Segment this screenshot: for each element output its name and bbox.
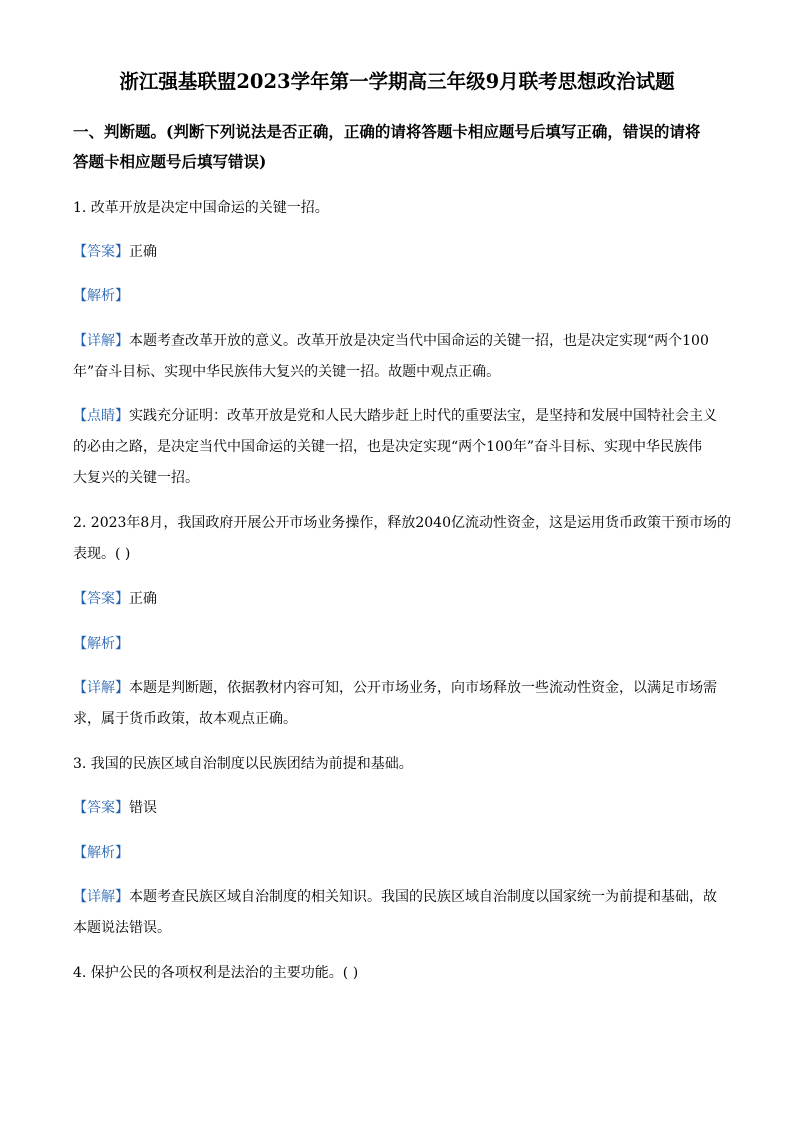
question-1-detail-line-1 [73,331,733,351]
section-heading-line-1: 一、判断题。(判断下列说法是否正确，正确的请将答题卡相应题号后填写正确，错误的请将 [73,122,701,141]
comment-text: 实践充分证明：改革开放是党和人民大踏步赶上时代的重要法宝，是坚持和发展中国特社会主义 [129,408,717,424]
question-1-comment-line-1 [73,406,733,426]
question-2-stem-line-1: 2. 2023年8月，我国政府开展公开市场业务操作，释放2040亿流动性资金，这是运用货币政策干预市场的 [73,515,731,531]
question-1-analysis-label [73,286,733,306]
question-3-analysis-label [73,843,733,863]
detail-text: 本题是判断题，依据教材内容可知，公开市场业务，向市场释放一些流动性资金，以满足市场需 [129,680,717,696]
analysis-label: 【解析】 [73,636,129,652]
question-1-answer [73,242,733,262]
question-3-stem: 3. 我国的民族区域自治制度以民族团结为前提和基础。 [73,756,413,772]
question-2-detail-line-2: 求，属于货币政策，故本观点正确。 [73,711,297,727]
detail-text: 本题考查改革开放的意义。改革开放是决定当代中国命运的关键一招，也是决定实现“两个100 [129,333,709,349]
detail-text: 本题考查民族区域自治制度的相关知识。我国的民族区域自治制度以国家统一为前提和基础，故 [129,889,717,905]
question-3-detail-line-2: 本题说法错误。 [73,920,171,936]
detail-label: 【详解】 [73,680,129,696]
question-2-stem-line-2: 表现。( ) [73,546,131,562]
detail-label: 【详解】 [73,333,129,349]
answer-value: 正确 [129,244,157,260]
question-1-stem: 1. 改革开放是决定中国命运的关键一招。 [73,200,329,216]
analysis-label: 【解析】 [73,288,129,304]
question-1-detail-line-2: 年”奋斗目标、实现中华民族伟大复兴的关键一招。故题中观点正确。 [73,364,501,380]
section-heading-line-2: 答题卡相应题号后填写错误) [73,152,267,171]
question-2-analysis-label [73,634,733,654]
answer-label: 【答案】 [73,591,129,607]
question-1-comment-line-2: 的必由之路，是决定当代中国命运的关键一招，也是决定实现“两个100年”奋斗目标、实现中华民族伟 [73,439,703,455]
answer-label: 【答案】 [73,244,129,260]
question-3-answer [73,798,733,818]
comment-label: 【点睛】 [73,408,129,424]
question-4-stem: 4. 保护公民的各项权利是法治的主要功能。( ) [73,965,359,981]
question-1-comment-line-3: 大复兴的关键一招。 [73,470,199,486]
question-2-answer [73,589,733,609]
page-title: 浙江强基联盟2023学年第一学期高三年级9月联考思想政治试题 [119,70,675,93]
answer-value: 正确 [129,591,157,607]
question-2-detail-line-1 [73,678,733,698]
analysis-label: 【解析】 [73,845,129,861]
answer-label: 【答案】 [73,800,129,816]
answer-value: 错误 [129,800,157,816]
question-3-detail-line-1 [73,887,733,907]
detail-label: 【详解】 [73,889,129,905]
